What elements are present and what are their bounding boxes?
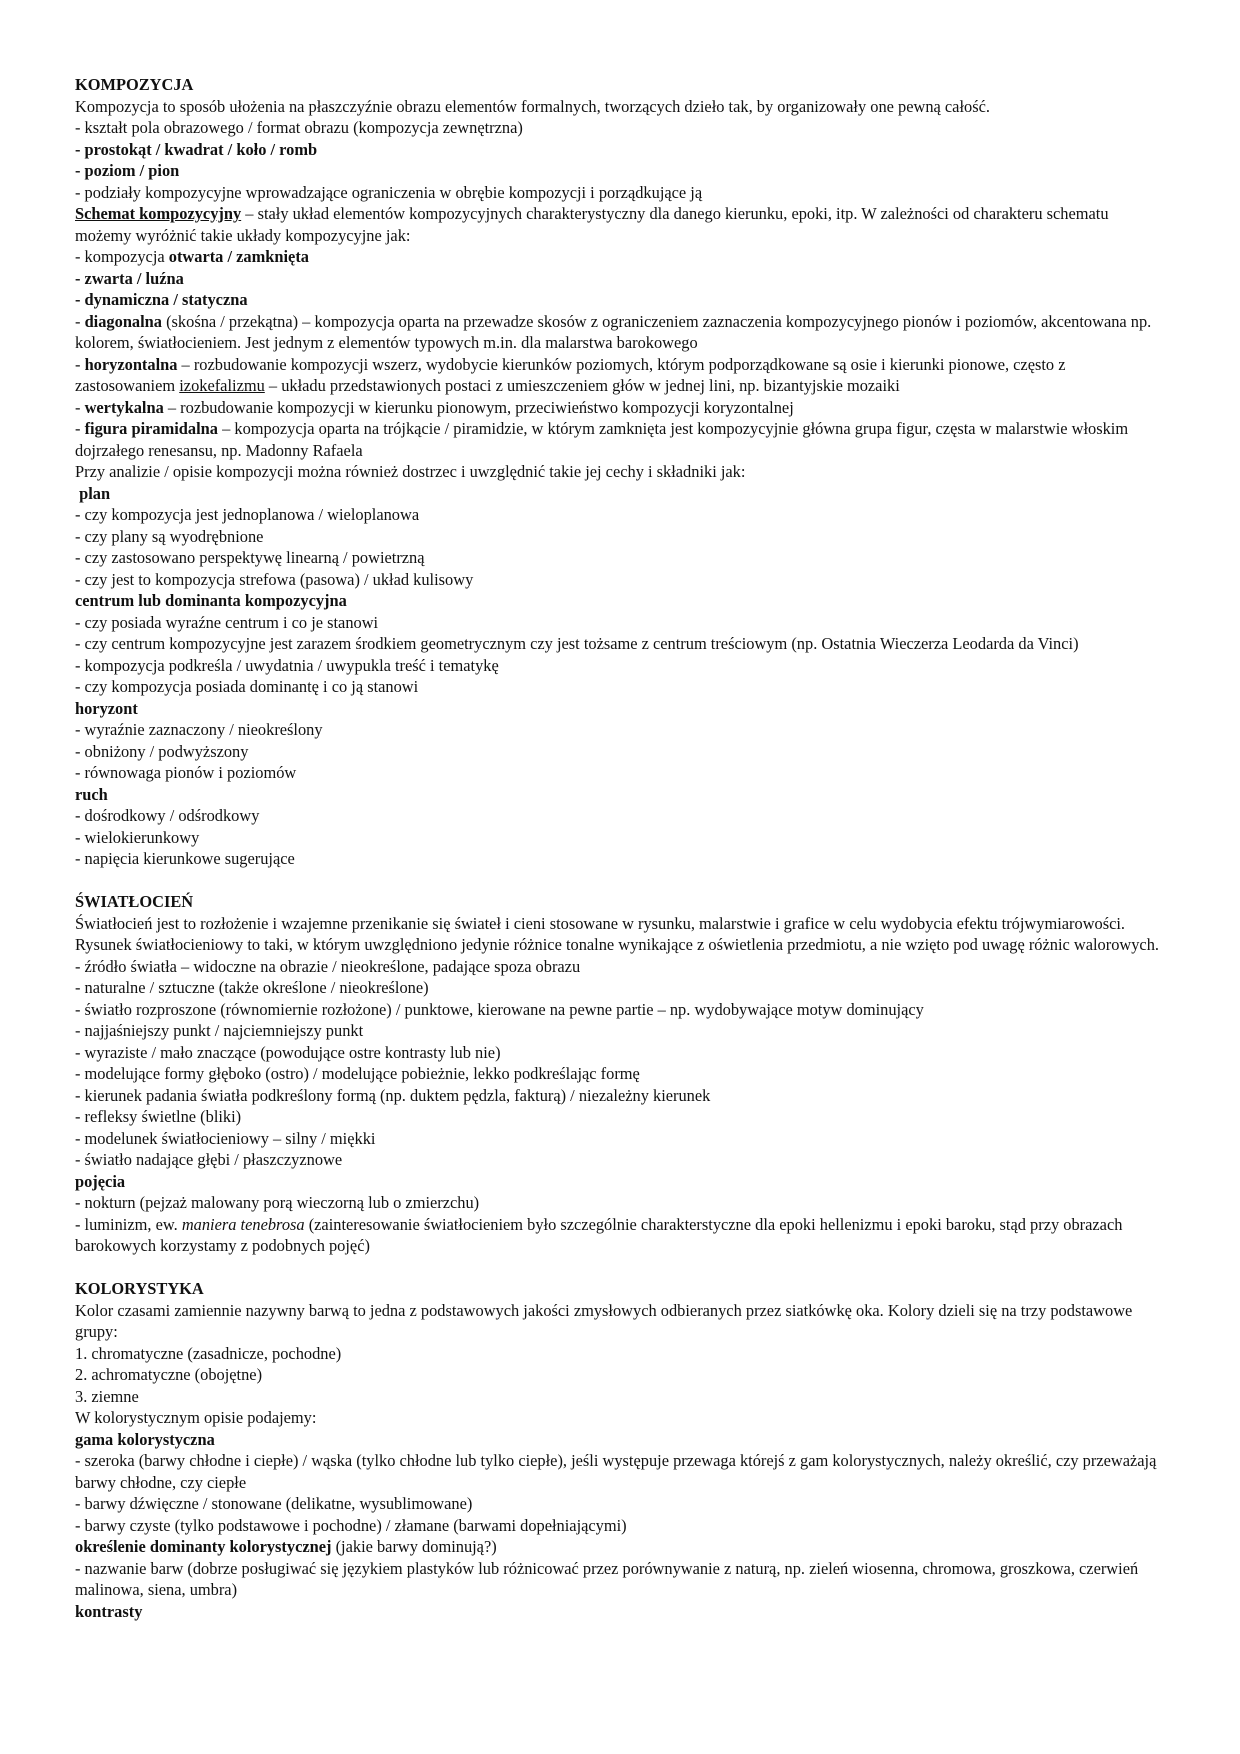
subheading-horyzont: horyzont: [75, 698, 138, 718]
list-item: - czy plany są wyodrębnione: [75, 526, 264, 546]
list-item: - poziom / pion: [75, 161, 180, 180]
definition-text: (skośna / przekątna) – kompozycja oparta na przewadze skosów z ograniczeniem zaznaczenia kompozycyjnego pionów i poziomów, akcentowana np. kolorem, światłocieniem. Jest jednym z elementów typowych m.in. dla malarstwa barokowego: [75, 311, 1152, 352]
list-item: - obniżony / podwyższony: [75, 741, 249, 761]
list-item: - modelunek światłocieniowy – silny / miękki: [75, 1128, 376, 1148]
list-item: - naturalne / sztuczne (także określone / nieokreślone): [75, 978, 429, 997]
list-item: - szeroka (barwy chłodne i ciepłe) / wąska (tylko chłodne lub tylko ciepłe), jeśli występuje przewaga którejś z gam kolorystycznych, należy określić, czy przeważają barwy chłodne, czy ciepłe: [75, 1451, 1157, 1492]
paragraph: Światłocień jest to rozłożenie i wzajemne przenikanie się świateł i cieni stosowane w rysunku, malarstwie i grafice w celu wydobycia efektu trójwymiarowości. Rysunek światłocieniowy to taki, w którym uwzględniono jedynie różnice tonalne wynikające z oświetlenia przedmiotu, a nie wzięto pod uwagę różnic walorowych.: [75, 913, 1159, 954]
prefix-text: -: [75, 311, 85, 331]
subheading-kontrasty: kontrasty: [75, 1601, 143, 1621]
list-item: - światło rozproszone (równomiernie rozłożone) / punktowe, kierowane na pewne partie – np. wydobywające motyw dominujący: [75, 999, 924, 1019]
list-item: 1. chromatyczne (zasadnicze, pochodne): [75, 1343, 342, 1363]
subheading-plan: plan: [75, 483, 111, 503]
list-item: - dośrodkowy / odśrodkowy: [75, 806, 260, 825]
list-item: - barwy czyste (tylko podstawowe i pochodne) / złamane (barwami dopełniającymi): [75, 1515, 627, 1535]
section-title-kolorystyka: KOLORYSTYKA: [75, 1279, 204, 1298]
list-item: - czy posiada wyraźne centrum i co je stanowi: [75, 612, 379, 632]
paragraph: [75, 203, 1160, 246]
section-kompozycja: [75, 74, 1160, 870]
list-item: - światło nadające głębi / płaszczyznowe: [75, 1150, 343, 1169]
list-item: - zwarta / luźna: [75, 268, 184, 288]
subheading-centrum: centrum lub dominanta kompozycyjna: [75, 591, 347, 610]
section-spacer: [75, 870, 1160, 892]
definition-text: – kompozycja oparta na trójkącie / piramidzie, w którym zamknięta jest kompozycyjnie główna grupa figur, częsta w malarstwie włoskim dojrzałego renesansu, np. Madonny Rafaela: [75, 419, 1129, 460]
subheading-pojecia: pojęcia: [75, 1171, 126, 1191]
list-item: - wyraziste / mało znaczące (powodujące ostre kontrasty lub nie): [75, 1042, 501, 1062]
list-item: - barwy dźwięczne / stonowane (delikatne, wysublimowane): [75, 1494, 473, 1513]
section-title-swiatlocien: ŚWIATŁOCIEŃ: [75, 892, 194, 911]
term-izokefalizm: izokefalizmu: [179, 376, 265, 395]
definition-text: – rozbudowanie kompozycji wszerz, wydobycie kierunków poziomych, którym podporządkowane są osie i kierunki pionowe, często z zastosowaniem: [75, 354, 1066, 395]
list-item: - podziały kompozycyjne wprowadzające ograniczenia w obrębie kompozycji i porządkujące ją: [75, 182, 703, 202]
term-maniera-tenebrosa: maniera tenebrosa: [181, 1214, 305, 1234]
subheading-gama: gama kolorystyczna: [75, 1429, 215, 1449]
prefix-text: -: [75, 354, 85, 374]
list-item: - czy zastosowano perspektywę linearną / powietrzną: [75, 548, 425, 567]
list-item: - czy kompozycja posiada dominantę i co ją stanowi: [75, 677, 419, 696]
list-item: - modelujące formy głęboko (ostro) / modelujące pobieżnie, lekko podkreślając formę: [75, 1064, 640, 1083]
prefix-text: - luminizm, ew.: [75, 1214, 182, 1234]
list-item: 3. ziemne: [75, 1386, 139, 1406]
list-item: - kierunek padania światła podkreślony formą (np. duktem pędzla, fakturą) / niezależny kierunek: [75, 1085, 711, 1105]
list-item: - napięcia kierunkowe sugerujące: [75, 849, 295, 868]
section-spacer: [75, 1257, 1160, 1279]
list-item: - kształt pola obrazowego / format obrazu (kompozycja zewnętrzna): [75, 118, 523, 137]
list-item: - najjaśniejszy punkt / najciemniejszy punkt: [75, 1021, 364, 1040]
prefix-text: -: [75, 419, 85, 438]
section-title-kompozycja: KOMPOZYCJA: [75, 75, 194, 94]
list-item: [75, 311, 1160, 354]
list-item: - równowaga pionów i poziomów: [75, 763, 297, 782]
paragraph: W kolorystycznym opisie podajemy:: [75, 1408, 317, 1427]
list-item: - wyraźnie zaznaczony / nieokreślony: [75, 720, 323, 739]
subheading-ruch: ruch: [75, 784, 108, 804]
list-item: - prostokąt / kwadrat / koło / romb: [75, 139, 318, 159]
paragraph: Przy analizie / opisie kompozycji można również dostrzec i uwzględnić takie jej cechy i składniki jak:: [75, 462, 746, 481]
list-item: [75, 246, 1160, 268]
prefix-text: -: [75, 397, 85, 417]
term-horyzontalna: horyzontalna: [84, 354, 178, 374]
list-item: 2. achromatyczne (obojętne): [75, 1365, 263, 1384]
section-kolorystyka: [75, 1278, 1160, 1622]
term-bold: otwarta / zamknięta: [168, 247, 309, 266]
definition-text: (jakie barwy dominują?): [331, 1537, 497, 1556]
section-swiatlocien: [75, 891, 1160, 1257]
list-item: - kompozycja podkreśla / uwydatnia / uwypukla treść i tematykę: [75, 655, 499, 675]
list-item: - nazwanie barw (dobrze posługiwać się językiem plastyków lub różnicować przez porównywanie z naturą, np. zieleń wiosenna, chromowa, groszkowa, czerwień malinowa, siena, umbra): [75, 1558, 1139, 1599]
paragraph: Kompozycja to sposób ułożenia na płaszczyźnie obrazu elementów formalnych, tworzących dzieło tak, by organizowały one pewną całość.: [75, 96, 990, 116]
term-schemat: Schemat kompozycyjny: [75, 204, 242, 223]
list-item: - źródło światła – widoczne na obrazie / nieokreślone, padające spoza obrazu: [75, 956, 581, 976]
definition-text: – układu przedstawionych postaci z umieszczeniem głów w jednej lini, np. bizantyjskie mozaiki: [264, 376, 900, 395]
term-figura-piramidalna: figura piramidalna: [84, 419, 218, 438]
definition-text: – stały układ elementów kompozycyjnych charakterystyczny dla danego kierunku, epoki, itp. W zależności od charakteru schematu możemy wyróżnić takie układy kompozycyjne jak:: [75, 204, 1109, 245]
list-item: [75, 354, 1160, 397]
term-wertykalna: wertykalna: [84, 397, 164, 417]
list-item: - nokturn (pejzaż malowany porą wieczorną lub o zmierzchu): [75, 1193, 480, 1212]
paragraph: [75, 1536, 1160, 1558]
list-item: - wielokierunkowy: [75, 827, 200, 847]
definition-text: – rozbudowanie kompozycji w kierunku pionowym, przeciwieństwo kompozycji koryzontalnej: [163, 397, 794, 417]
list-item: - czy kompozycja jest jednoplanowa / wieloplanowa: [75, 505, 420, 524]
subheading-dominanta: określenie dominanty kolorystycznej: [75, 1537, 332, 1556]
list-item: [75, 418, 1160, 461]
definition-text: (zainteresowanie światłocieniem było szczególnie charakterstyczne dla epoki hellenizmu i epoki baroku, stąd przy obrazach barokowych korzystamy z podobnych pojęć): [75, 1214, 1123, 1255]
term-diagonalna: diagonalna: [84, 311, 162, 331]
list-item: [75, 1214, 1160, 1257]
list-item: - czy jest to kompozycja strefowa (pasowa) / układ kulisowy: [75, 569, 474, 589]
list-item: - dynamiczna / statyczna: [75, 290, 248, 309]
list-item: - czy centrum kompozycyjne jest zarazem środkiem geometrycznym czy jest tożsame z centrum treściowym (np. Ostatnia Wieczerza Leodarda da Vinci): [75, 634, 1079, 653]
list-item: [75, 397, 1160, 419]
list-item: - refleksy świetlne (bliki): [75, 1107, 242, 1126]
prefix-text: - kompozycja: [75, 247, 169, 266]
paragraph: Kolor czasami zamiennie nazywny barwą to jedna z podstawowych jakości zmysłowych odbieranych przez siatkówkę oka. Kolory dzieli się na trzy podstawowe grupy:: [75, 1300, 1133, 1341]
